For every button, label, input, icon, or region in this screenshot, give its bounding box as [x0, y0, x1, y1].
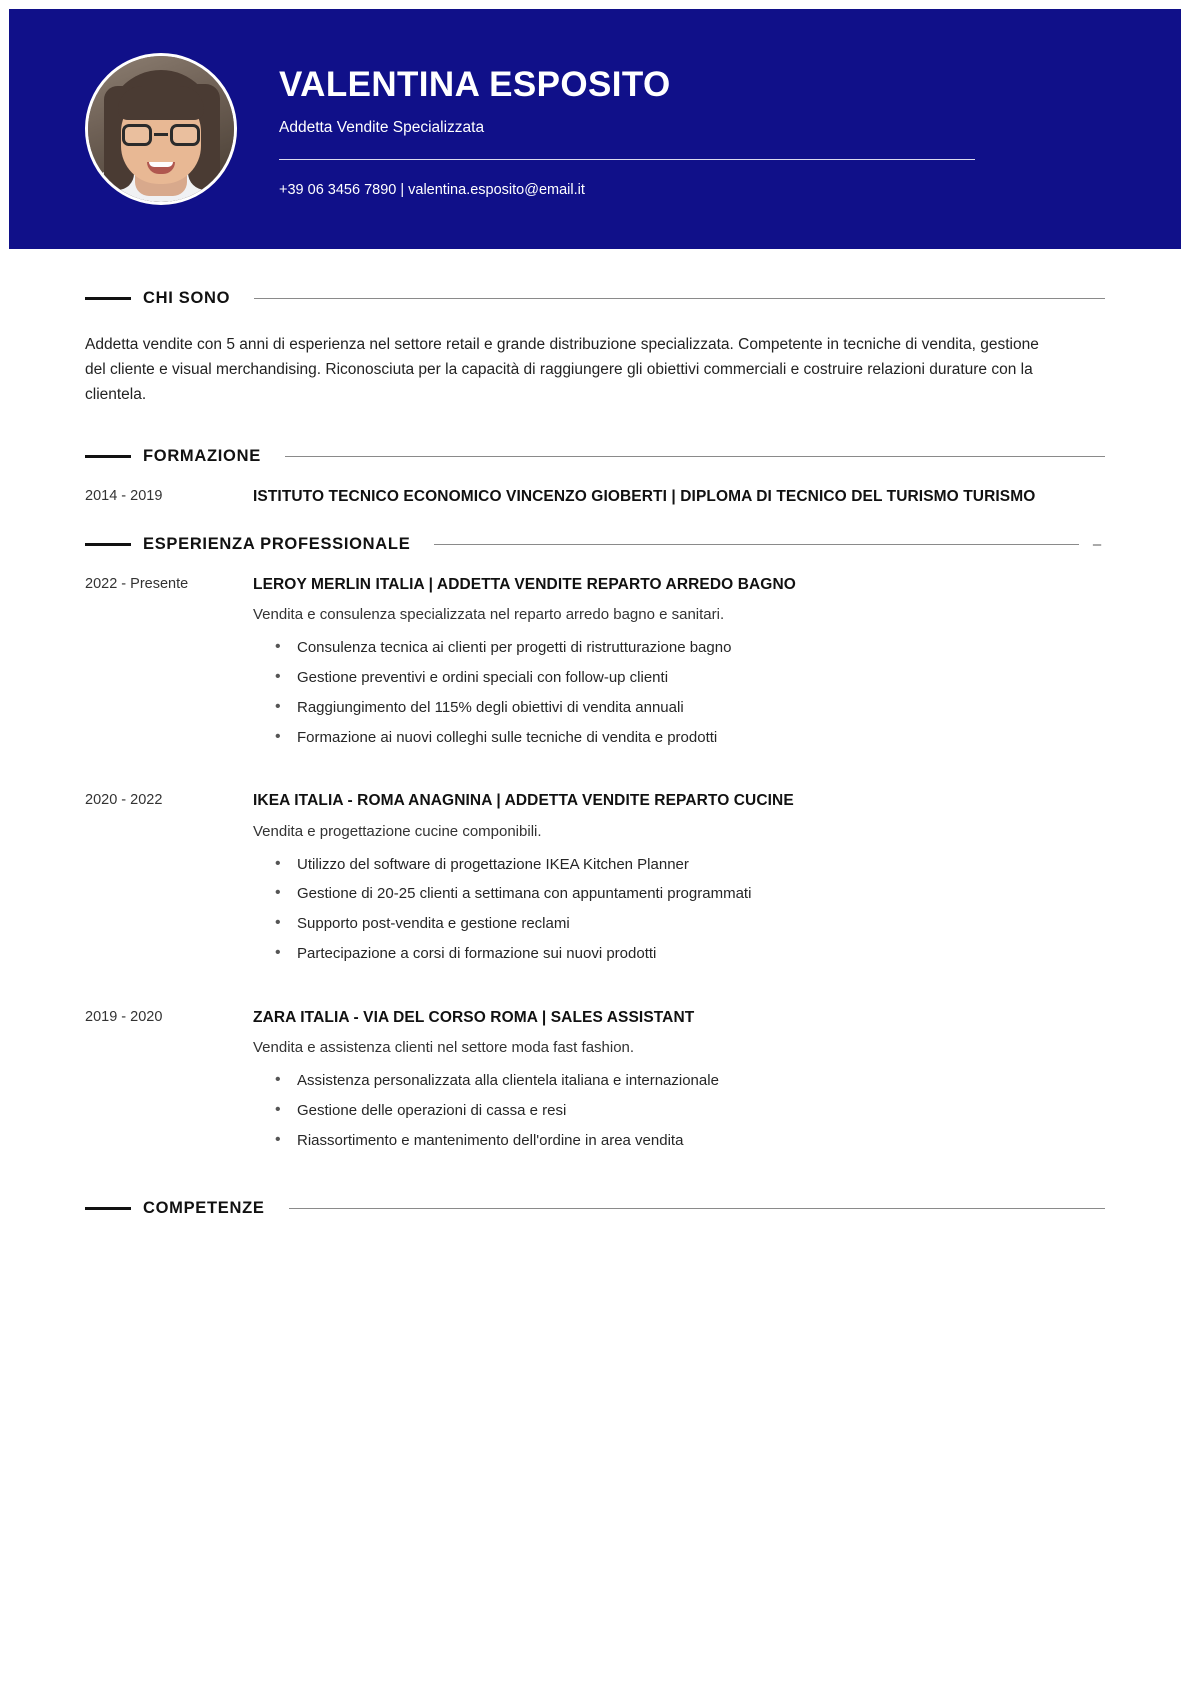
section-dash-icon	[85, 455, 131, 458]
avatar	[85, 53, 237, 205]
experience-subtitle: Vendita e progettazione cucine componibili.	[253, 822, 542, 840]
experience-subtitle: Vendita e consulenza specializzata nel reparto arredo bagno e sanitari.	[253, 606, 725, 624]
section-dash-icon	[85, 1207, 131, 1210]
list-item: • Raggiungimento del 115% degli obiettivi di vendita annuali	[275, 697, 1105, 719]
education-detail	[253, 486, 1105, 508]
section-rule	[285, 456, 1105, 457]
list-item: • Formazione ai nuovi colleghi sulle tecniche di vendita e prodotti	[275, 727, 1105, 749]
experience-title: IKEA ITALIA - ROMA ANAGNINA | ADDETTA VENDITE REPARTO CUCINE	[253, 792, 794, 810]
section-dash-icon	[85, 297, 131, 300]
avatar-glasses-bridge	[154, 133, 168, 136]
list-item: • Partecipazione a corsi di formazione sui nuovi prodotti	[275, 943, 1105, 965]
section-rule	[434, 544, 1079, 545]
experience-title: LEROY MERLIN ITALIA | ADDETTA VENDITE REPARTO ARREDO BAGNO	[253, 575, 796, 593]
resume-body	[9, 249, 1181, 1218]
section-header-experience[interactable]	[85, 535, 1105, 554]
section-title-skills: COMPETENZE	[143, 1199, 265, 1218]
resume-header	[9, 9, 1181, 249]
experience-date: 2020 - 2022	[85, 792, 163, 809]
header-text-block	[279, 60, 975, 198]
experience-entry	[85, 790, 1105, 972]
section-header-skills	[85, 1199, 1105, 1218]
list-item: • Riassortimento e mantenimento dell'ordine in area vendita	[275, 1130, 1105, 1152]
experience-bullet-list	[253, 1070, 1105, 1151]
list-item: • Assistenza personalizzata alla clientela italiana e internazionale	[275, 1070, 1105, 1092]
experience-detail	[253, 574, 1105, 756]
minus-icon[interactable]: –	[1092, 535, 1102, 553]
about-text: Addetta vendite con 5 anni di esperienza nel settore retail e grande distribuzione specializzata. Competente in tecniche di vendita, gestione del cliente e visual merchandising. Riconosciuta per la capacità di raggiungere gli obiettivi commerciali e costruire relazioni durature con la clientela.	[85, 336, 1039, 404]
list-item: • Gestione preventivi e ordini speciali con follow-up clienti	[275, 667, 1105, 689]
avatar-teeth	[149, 162, 173, 167]
header-divider	[279, 159, 975, 160]
candidate-role: Addetta Vendite Specializzata	[279, 118, 485, 136]
experience-entry	[85, 1007, 1105, 1160]
experience-title: ZARA ITALIA - VIA DEL CORSO ROMA | SALES ASSISTANT	[253, 1008, 695, 1026]
avatar-fringe	[118, 86, 204, 120]
education-entry	[85, 486, 1105, 508]
section-title-education: FORMAZIONE	[143, 447, 261, 466]
section-rule	[289, 1208, 1105, 1209]
section-rule	[254, 298, 1105, 299]
section-title-experience: ESPERIENZA PROFESSIONALE	[143, 534, 411, 553]
experience-bullet-list	[253, 854, 1105, 965]
contact-line: +39 06 3456 7890 | valentina.esposito@email.it	[279, 181, 585, 198]
experience-subtitle: Vendita e assistenza clienti nel settore moda fast fashion.	[253, 1039, 635, 1057]
list-item: • Supporto post-vendita e gestione reclami	[275, 913, 1105, 935]
experience-date: 2022 - Presente	[85, 575, 189, 592]
avatar-glasses-left	[122, 124, 152, 146]
section-dash-icon	[85, 543, 131, 546]
list-item: • Utilizzo del software di progettazione IKEA Kitchen Planner	[275, 854, 1105, 876]
section-title-about: CHI SONO	[143, 289, 231, 307]
experience-date: 2019 - 2020	[85, 1008, 163, 1025]
list-item: • Gestione di 20-25 clienti a settimana con appuntamenti programmati	[275, 883, 1105, 905]
education-date: 2014 - 2019	[85, 488, 163, 505]
candidate-name: VALENTINA ESPOSITO	[279, 65, 671, 105]
experience-entry	[85, 574, 1105, 756]
experience-bullet-list	[253, 637, 1105, 748]
experience-detail	[253, 790, 1105, 972]
avatar-glasses-right	[170, 124, 200, 146]
section-header-about	[85, 289, 1105, 308]
list-item: • Gestione delle operazioni di cassa e resi	[275, 1100, 1105, 1122]
experience-detail	[253, 1007, 1105, 1160]
education-title: ISTITUTO TECNICO ECONOMICO VINCENZO GIOBERTI | DIPLOMA DI TECNICO DEL TURISMO TURISMO	[253, 488, 1036, 506]
section-header-education	[85, 447, 1105, 466]
list-item: • Consulenza tecnica ai clienti per progetti di ristrutturazione bagno	[275, 637, 1105, 659]
